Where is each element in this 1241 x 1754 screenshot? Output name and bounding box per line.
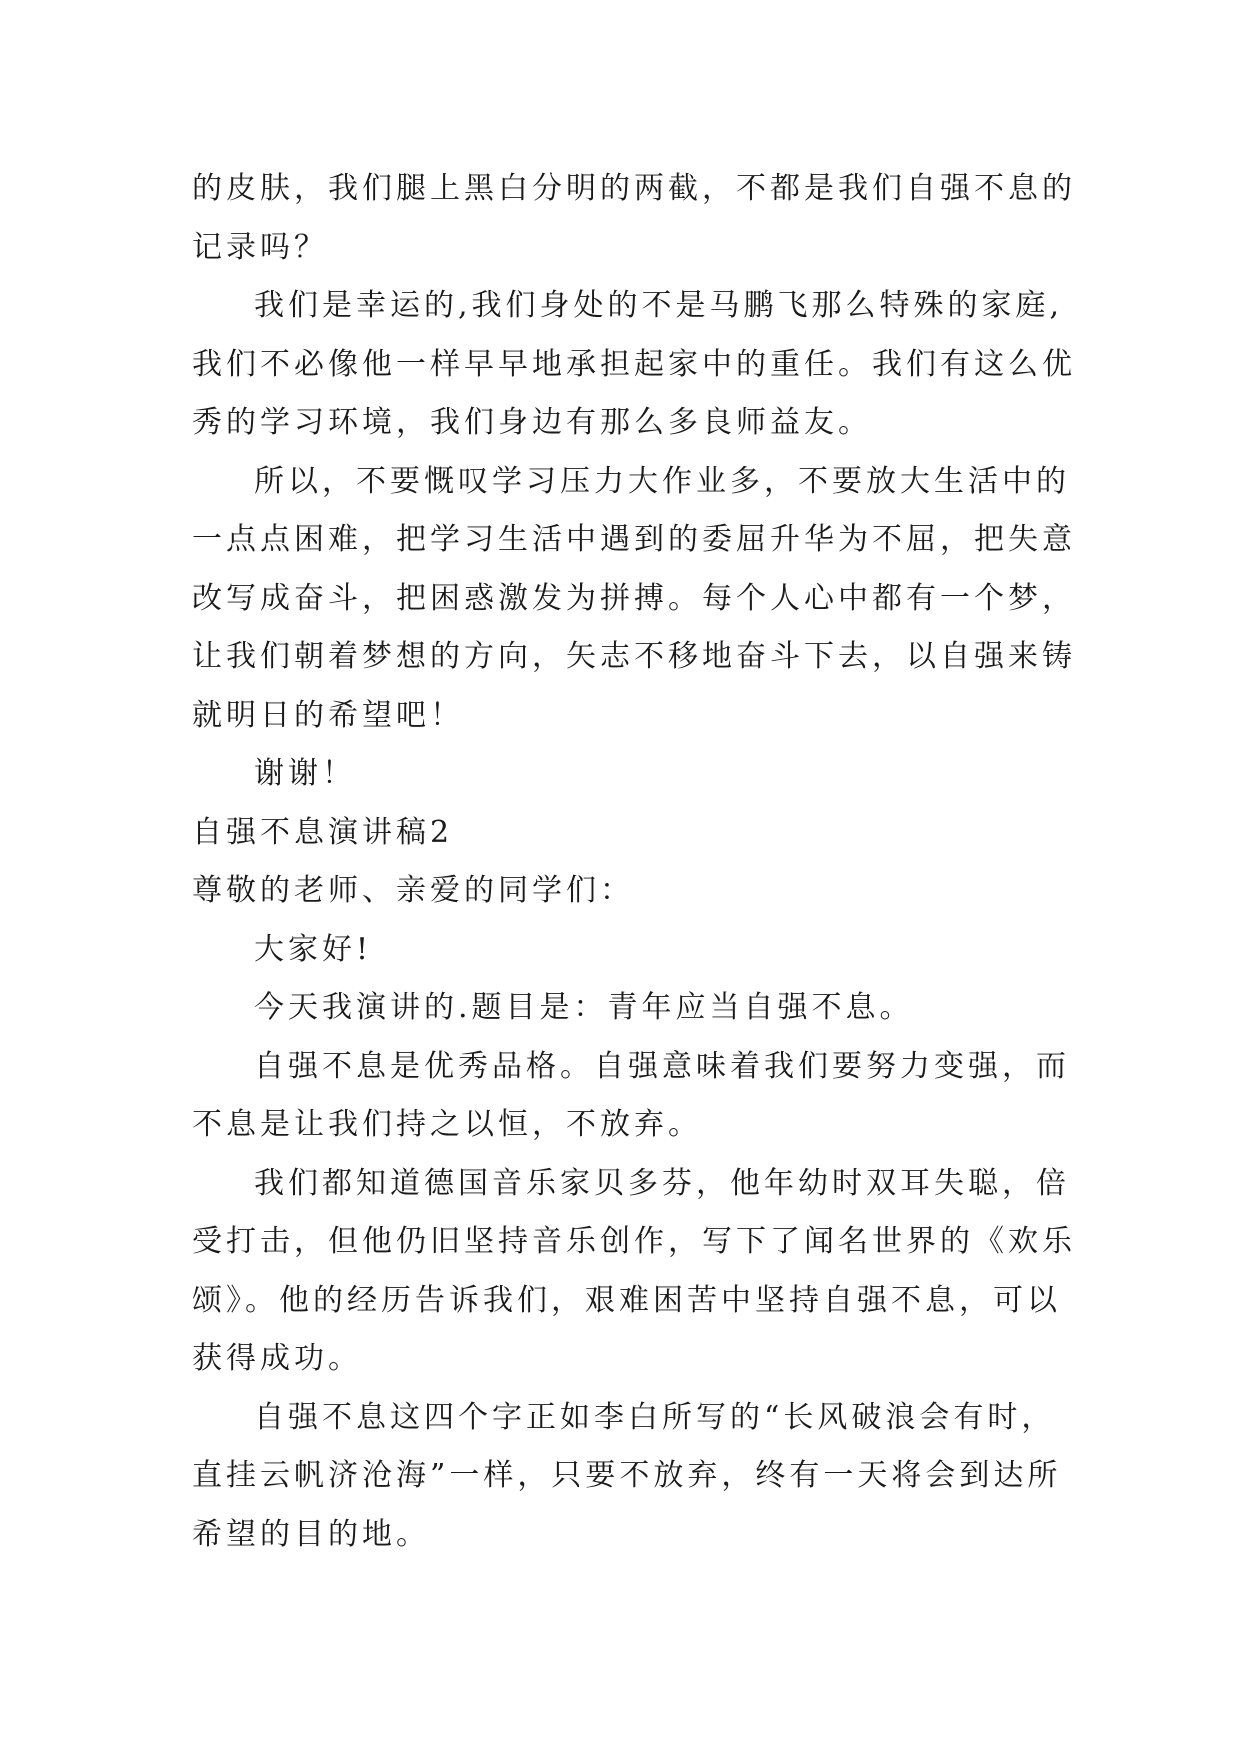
text-line: 我们都知道德国音乐家贝多芬，他年幼时双耳失聪，倍 — [254, 1165, 1070, 1201]
text-line: 我们是幸运的,我们身处的不是马鹏飞那么特殊的家庭, — [254, 288, 1064, 323]
text-line: 让我们朝着梦想的方向，矢志不移地奋斗下去，以自强来铸 — [192, 639, 1076, 674]
text-line: 秀的学习环境，我们身边有那么多良师益友。 — [192, 405, 872, 440]
text-line: 就明日的希望吧！ — [192, 697, 464, 733]
text-line: 自强不息是优秀品格。自强意味着我们要努力变强，而 — [254, 1048, 1070, 1084]
text-line: 不息是让我们持之以恒，不放弃。 — [192, 1107, 702, 1142]
text-line: 颂》。他的经历告诉我们，艰难困苦中坚持自强不息，可以 — [192, 1282, 1061, 1318]
text-line: 记录吗？ — [192, 229, 328, 265]
text-line: 一点点困难，把学习生活中遇到的委屈升华为不屈，把失意 — [192, 522, 1076, 557]
text-line: 所以，不要慨叹学习压力大作业多，不要放大生活中的 — [254, 463, 1070, 499]
text-line: 尊敬的老师、亲爱的同学们： — [192, 873, 634, 908]
text-line: 自强不息演讲稿2 — [192, 814, 454, 850]
text-line: 今天我演讲的.题目是：青年应当自强不息。 — [254, 990, 914, 1025]
document-body — [192, 160, 1092, 1564]
text-line: 的皮肤，我们腿上黑白分明的两截，不都是我们自强不息的 — [192, 171, 1076, 206]
text-line: 大家好! — [254, 931, 373, 967]
text-line: 我们不必像他一样早早地承担起家中的重任。我们有这么优 — [192, 346, 1076, 382]
text-line: 希望的目的地。 — [192, 1516, 430, 1552]
text-line: 获得成功。 — [192, 1341, 362, 1376]
text-line: 谢谢！ — [254, 756, 356, 791]
text-line: 受打击，但他仍旧坚持音乐创作，写下了闻名世界的《欢乐 — [192, 1224, 1076, 1259]
text-line: 直挂云帆济沧海”一样，只要不放弃，终有一天将会到达所 — [192, 1458, 1062, 1493]
text-line: 自强不息这四个字正如李白所写的“长风破浪会有时， — [254, 1399, 1056, 1435]
text-line: 改写成奋斗，把困惑激发为拼搏。每个人心中都有一个梦， — [192, 580, 1076, 616]
